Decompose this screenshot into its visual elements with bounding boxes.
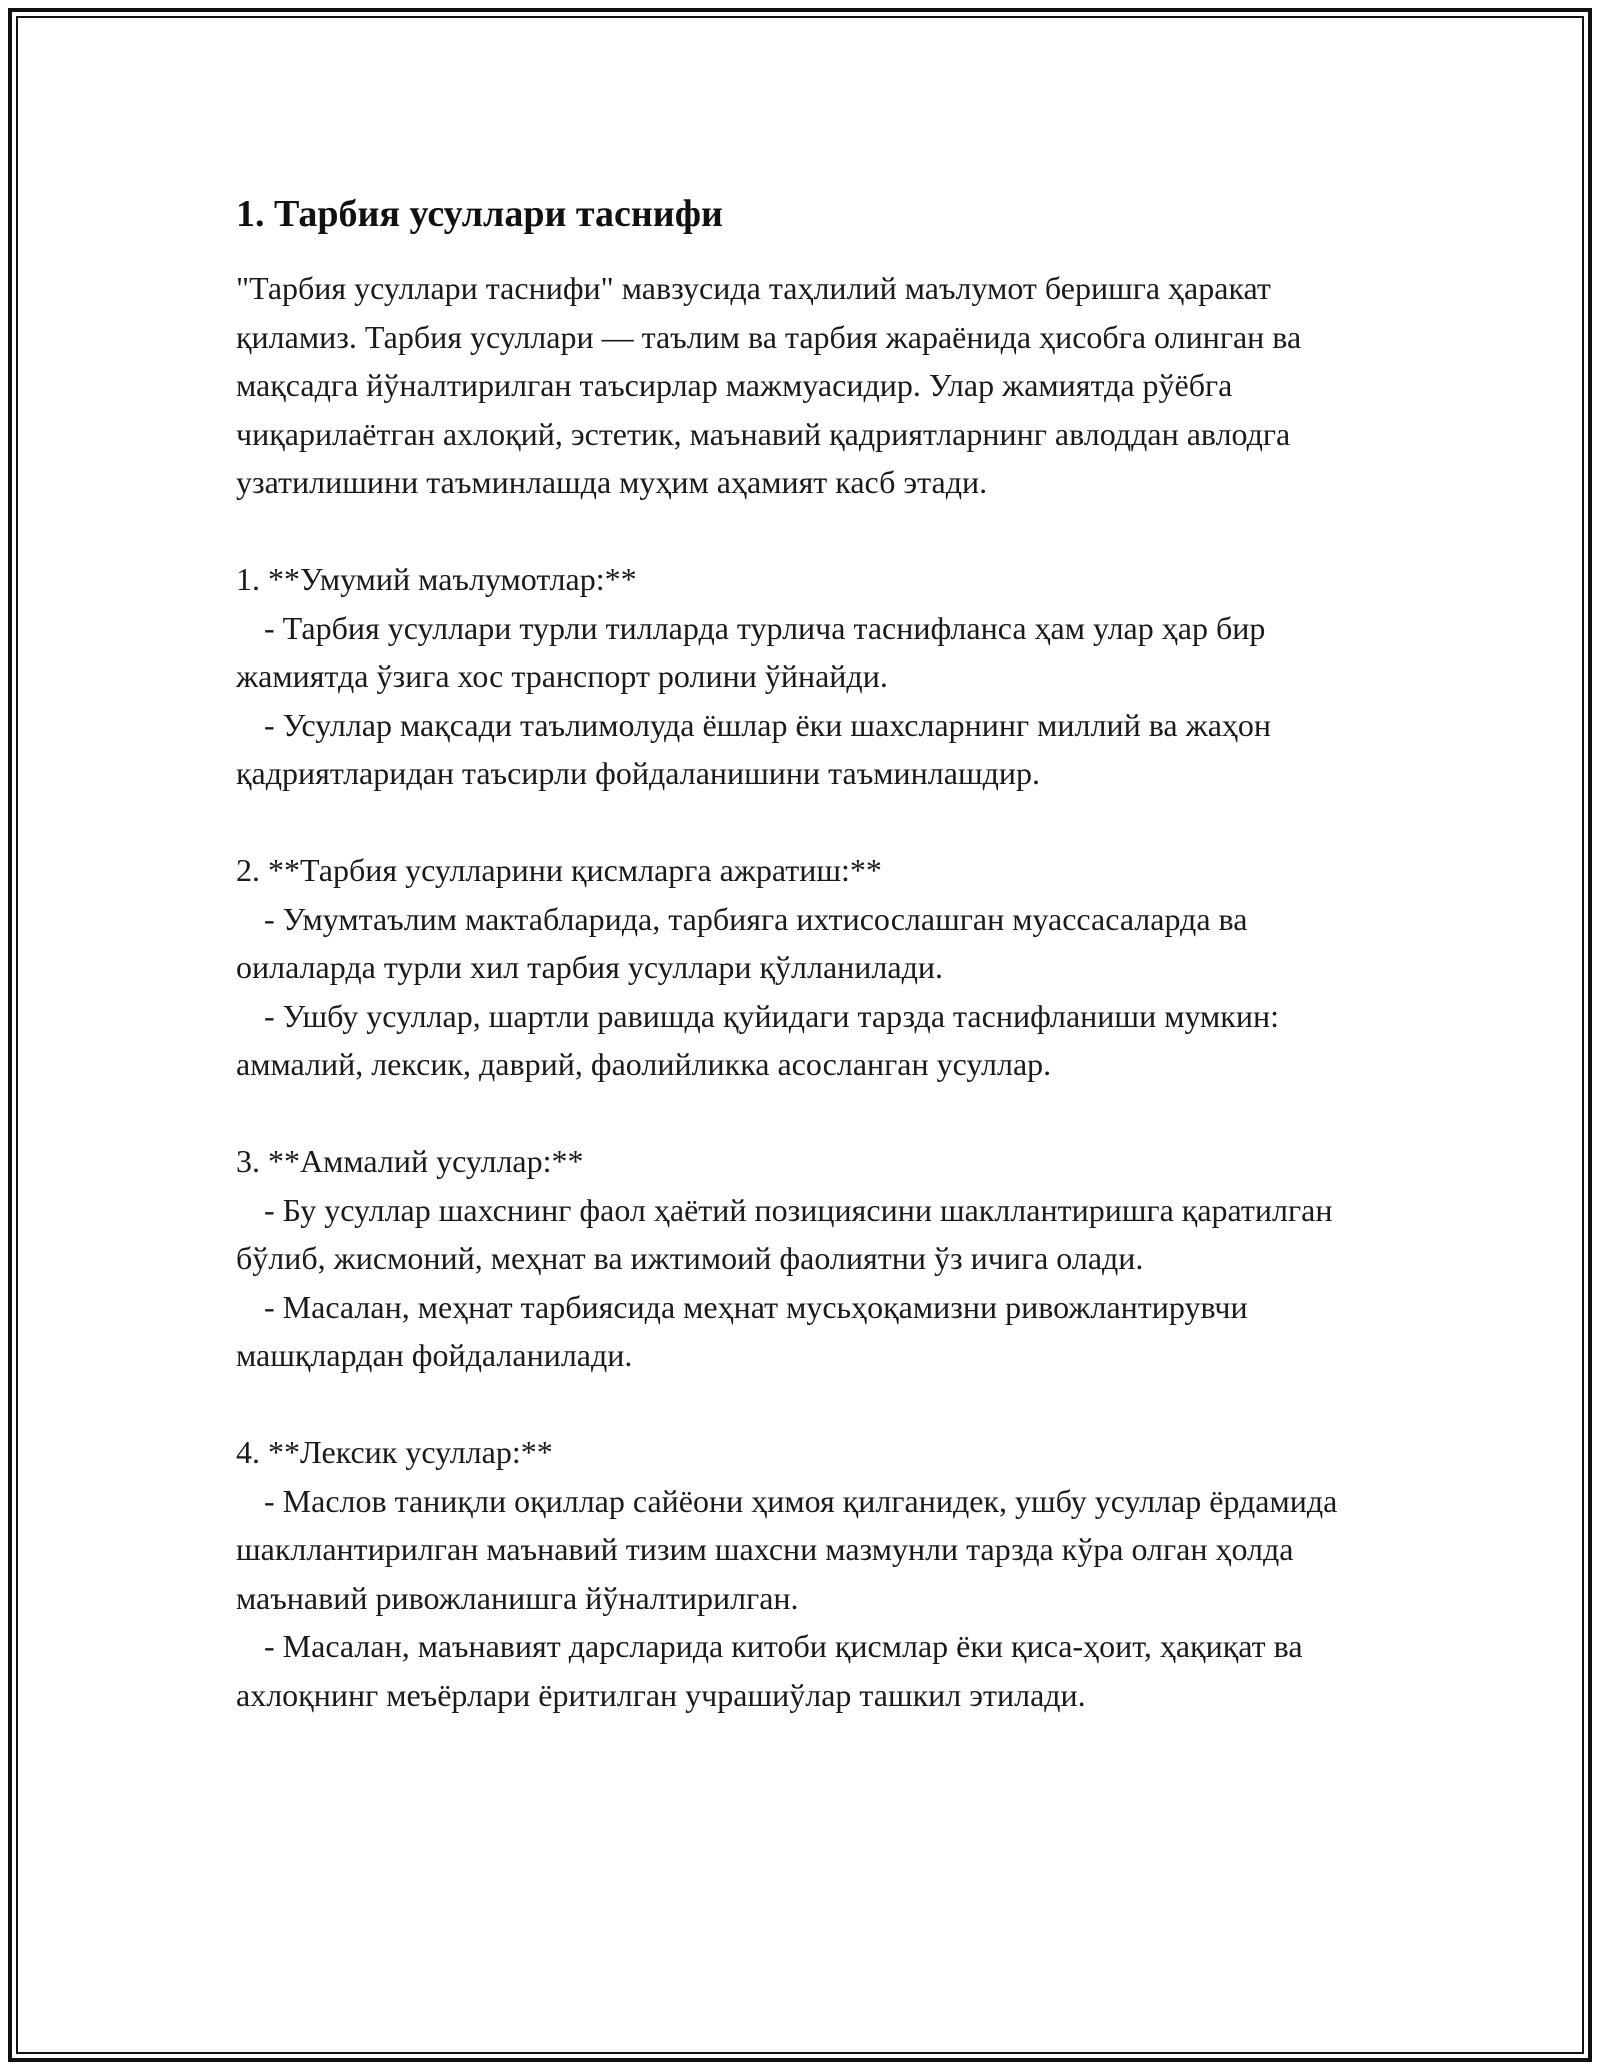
section-item-text: - Маслов таниқли оқиллар сайёони ҳимоя қилганидек, ушбу усуллар ёрдамида шакллантирилган маънавий тизим шахсни мазмунли тарзда кўра олган ҳолда маънавий ривожланишга йўналтирилган. — [236, 1482, 1338, 1616]
section-item-text: - Тарбия усуллари турли тилларда турлича таснифланса ҳам улар ҳар бир жамиятда ўзига хос транспорт ролини ўйнайди. — [236, 609, 1266, 694]
document-title: 1. Тарбия усуллари таснифи — [236, 193, 723, 235]
section-item — [236, 895, 1376, 992]
section-item-text: - Усуллар мақсади таълимолуда ёшлар ёки шахсларнинг миллий ва жаҳон қадриятларидан таъсирли фойдаланишини таъминлашдир. — [236, 706, 1272, 791]
section-item-text: - Масалан, меҳнат тарбиясида меҳнат мусьҳоқамизни ривожлантирувчи машқлардан фойдаланилади. — [236, 1288, 1248, 1373]
section-item-text: - Умумтаълим мактабларида, тарбияга ихтисослашган муассасаларда ва оилаларда турли хил тарбия усуллари қўлланилади. — [236, 900, 1248, 985]
section-item — [236, 992, 1376, 1089]
section-item — [236, 1186, 1376, 1283]
section-item — [236, 1622, 1376, 1719]
section-heading: 2. **Тарбия усулларини қисмларга ажратиш:** — [236, 852, 882, 888]
section-item — [236, 604, 1376, 701]
section-item — [236, 701, 1376, 798]
section-3 — [236, 1137, 1376, 1380]
intro-paragraph: "Тарбия усуллари таснифи" мавзусида таҳлилий маълумот беришга ҳаракат қиламиз. Тарбия усуллари — таълим ва тарбия жараёнида ҳисобга олинган ва мақсадга йўналтирилган таъсирлар мажмуасидир. Улар жамиятда рўёбга чиқарилаётган ахлоқий, эстетик, маънавий қадриятларнинг авлоддан авлодга узатилишини таъминлашда муҳим аҳамият касб этади. — [236, 270, 1310, 500]
section-2 — [236, 846, 1376, 1089]
section-heading: 1. **Умумий маълумотлар:** — [236, 561, 637, 597]
section-1 — [236, 555, 1376, 798]
section-heading: 4. **Лексик усуллар:** — [236, 1434, 553, 1470]
section-item-text: - Масалан, маънавият дарсларида китоби қисмлар ёки қиса-ҳоит, ҳақиқат ва ахлоқнинг меъёрлари ёритилган учрашиўлар ташкил этилади. — [236, 1628, 1303, 1713]
section-item-text: - Ушбу усуллар, шартли равишда қуйидаги тарзда таснифланиши мумкин: аммалий, лексик, даврий, фаолийликка асосланган усуллар. — [236, 997, 1279, 1082]
section-heading: 3. **Аммалий усуллар:** — [236, 1143, 584, 1179]
section-4 — [236, 1428, 1376, 1719]
section-item — [236, 1477, 1376, 1623]
section-item-text: - Бу усуллар шахснинг фаол ҳаётий позициясини шакллантиришга қаратилган бўлиб, жисмоний, меҳнат ва ижтимоий фаолиятни ўз ичига олади. — [236, 1191, 1333, 1276]
section-item — [236, 1283, 1376, 1380]
document-body — [236, 186, 1376, 1719]
